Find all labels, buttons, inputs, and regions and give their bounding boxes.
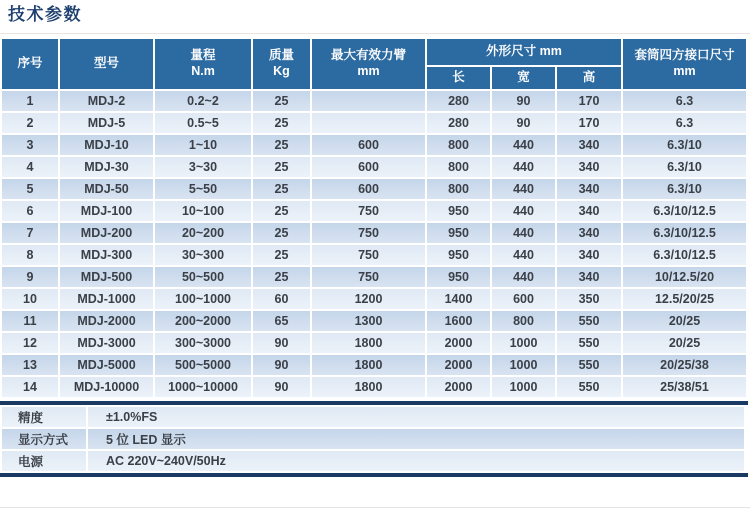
cell-mass: 25 bbox=[253, 267, 310, 287]
cell-serial: 3 bbox=[2, 135, 58, 155]
cell-range: 5~50 bbox=[155, 179, 251, 199]
cell-length: 800 bbox=[427, 157, 490, 177]
cell-mass: 25 bbox=[253, 157, 310, 177]
cell-range: 10~100 bbox=[155, 201, 251, 221]
cell-width: 1000 bbox=[492, 377, 555, 397]
cell-length: 280 bbox=[427, 91, 490, 111]
cell-arm: 1200 bbox=[312, 289, 425, 309]
table-row bbox=[2, 223, 746, 243]
header-socket bbox=[623, 39, 746, 89]
spec-value: AC 220V~240V/50Hz bbox=[88, 451, 744, 471]
cell-socket: 6.3/10/12.5 bbox=[623, 223, 746, 243]
header-range-line2: N.m bbox=[191, 64, 215, 78]
header-length: 长 bbox=[427, 67, 490, 89]
table-row bbox=[2, 377, 746, 397]
table-body bbox=[2, 91, 746, 397]
cell-length: 2000 bbox=[427, 333, 490, 353]
table-row bbox=[2, 201, 746, 221]
cell-width: 800 bbox=[492, 311, 555, 331]
cell-range: 1000~10000 bbox=[155, 377, 251, 397]
table-row bbox=[2, 179, 746, 199]
cell-height: 550 bbox=[557, 355, 621, 375]
table-row bbox=[2, 267, 746, 287]
specs-body bbox=[2, 407, 744, 471]
cell-mass: 25 bbox=[253, 113, 310, 133]
cell-range: 1~10 bbox=[155, 135, 251, 155]
spec-label: 电源 bbox=[2, 451, 86, 471]
header-model: 型号 bbox=[60, 39, 153, 89]
specs-table bbox=[0, 405, 746, 473]
cell-range: 300~3000 bbox=[155, 333, 251, 353]
cell-socket: 6.3/10 bbox=[623, 135, 746, 155]
cell-socket: 6.3/10 bbox=[623, 157, 746, 177]
cell-height: 340 bbox=[557, 157, 621, 177]
spec-row bbox=[2, 407, 744, 427]
cell-socket: 10/12.5/20 bbox=[623, 267, 746, 287]
header-arm bbox=[312, 39, 425, 89]
cell-range: 0.2~2 bbox=[155, 91, 251, 111]
cell-height: 550 bbox=[557, 333, 621, 353]
cell-socket: 6.3/10/12.5 bbox=[623, 245, 746, 265]
cell-width: 440 bbox=[492, 223, 555, 243]
cell-length: 280 bbox=[427, 113, 490, 133]
cell-range: 3~30 bbox=[155, 157, 251, 177]
cell-range: 200~2000 bbox=[155, 311, 251, 331]
cell-model: MDJ-30 bbox=[60, 157, 153, 177]
header-width: 宽 bbox=[492, 67, 555, 89]
cell-model: MDJ-500 bbox=[60, 267, 153, 287]
cell-serial: 14 bbox=[2, 377, 58, 397]
cell-mass: 90 bbox=[253, 333, 310, 353]
cell-length: 800 bbox=[427, 135, 490, 155]
specs-section bbox=[0, 401, 748, 477]
cell-range: 30~300 bbox=[155, 245, 251, 265]
cell-length: 950 bbox=[427, 245, 490, 265]
cell-height: 340 bbox=[557, 179, 621, 199]
table-row bbox=[2, 333, 746, 353]
spec-label: 精度 bbox=[2, 407, 86, 427]
cell-mass: 90 bbox=[253, 355, 310, 375]
cell-arm bbox=[312, 91, 425, 111]
cell-serial: 12 bbox=[2, 333, 58, 353]
header-socket-line2: mm bbox=[673, 64, 696, 78]
cell-range: 20~200 bbox=[155, 223, 251, 243]
cell-width: 440 bbox=[492, 179, 555, 199]
cell-length: 2000 bbox=[427, 355, 490, 375]
cell-width: 90 bbox=[492, 91, 555, 111]
header-mass-line2: Kg bbox=[273, 64, 290, 78]
cell-height: 170 bbox=[557, 113, 621, 133]
header-mass bbox=[253, 39, 310, 89]
table-row bbox=[2, 289, 746, 309]
header-dimensions: 外形尺寸 mm bbox=[427, 39, 621, 65]
cell-height: 550 bbox=[557, 377, 621, 397]
cell-height: 170 bbox=[557, 91, 621, 111]
cell-model: MDJ-2000 bbox=[60, 311, 153, 331]
cell-width: 440 bbox=[492, 245, 555, 265]
cell-arm: 1800 bbox=[312, 377, 425, 397]
cell-height: 340 bbox=[557, 201, 621, 221]
table-header bbox=[2, 39, 746, 89]
cell-serial: 13 bbox=[2, 355, 58, 375]
cell-model: MDJ-2 bbox=[60, 91, 153, 111]
cell-model: MDJ-50 bbox=[60, 179, 153, 199]
cell-mass: 60 bbox=[253, 289, 310, 309]
spec-value: ±1.0%FS bbox=[88, 407, 744, 427]
cell-serial: 4 bbox=[2, 157, 58, 177]
cell-width: 1000 bbox=[492, 355, 555, 375]
table-row bbox=[2, 311, 746, 331]
cell-mass: 25 bbox=[253, 201, 310, 221]
cell-serial: 5 bbox=[2, 179, 58, 199]
cell-height: 550 bbox=[557, 311, 621, 331]
cell-socket: 6.3/10 bbox=[623, 179, 746, 199]
cell-mass: 25 bbox=[253, 91, 310, 111]
cell-arm: 750 bbox=[312, 267, 425, 287]
cell-serial: 1 bbox=[2, 91, 58, 111]
cell-width: 440 bbox=[492, 135, 555, 155]
table-row bbox=[2, 91, 746, 111]
cell-range: 0.5~5 bbox=[155, 113, 251, 133]
cell-length: 950 bbox=[427, 267, 490, 287]
table-row bbox=[2, 135, 746, 155]
cell-socket: 12.5/20/25 bbox=[623, 289, 746, 309]
spec-table bbox=[0, 37, 748, 399]
cell-width: 440 bbox=[492, 157, 555, 177]
cell-serial: 10 bbox=[2, 289, 58, 309]
cell-mass: 65 bbox=[253, 311, 310, 331]
cell-arm bbox=[312, 113, 425, 133]
cell-length: 2000 bbox=[427, 377, 490, 397]
cell-mass: 25 bbox=[253, 179, 310, 199]
cell-width: 1000 bbox=[492, 333, 555, 353]
spec-row bbox=[2, 429, 744, 449]
cell-arm: 1800 bbox=[312, 333, 425, 353]
cell-mass: 25 bbox=[253, 135, 310, 155]
cell-model: MDJ-200 bbox=[60, 223, 153, 243]
cell-model: MDJ-10000 bbox=[60, 377, 153, 397]
cell-arm: 1800 bbox=[312, 355, 425, 375]
cell-width: 440 bbox=[492, 201, 555, 221]
cell-arm: 600 bbox=[312, 157, 425, 177]
cell-socket: 20/25/38 bbox=[623, 355, 746, 375]
cell-model: MDJ-1000 bbox=[60, 289, 153, 309]
cell-range: 500~5000 bbox=[155, 355, 251, 375]
cell-socket: 6.3 bbox=[623, 113, 746, 133]
cell-height: 340 bbox=[557, 135, 621, 155]
cell-arm: 750 bbox=[312, 223, 425, 243]
cell-length: 950 bbox=[427, 223, 490, 243]
cell-width: 600 bbox=[492, 289, 555, 309]
cell-mass: 25 bbox=[253, 223, 310, 243]
header-height: 高 bbox=[557, 67, 621, 89]
cell-height: 340 bbox=[557, 267, 621, 287]
header-serial: 序号 bbox=[2, 39, 58, 89]
cell-length: 950 bbox=[427, 201, 490, 221]
cell-arm: 750 bbox=[312, 245, 425, 265]
cell-socket: 25/38/51 bbox=[623, 377, 746, 397]
spec-row bbox=[2, 451, 744, 471]
header-mass-line1: 质量 bbox=[268, 48, 294, 63]
header-socket-line1: 套筒四方接口尺寸 bbox=[634, 48, 735, 63]
table-row bbox=[2, 355, 746, 375]
cell-model: MDJ-5 bbox=[60, 113, 153, 133]
cell-arm: 1300 bbox=[312, 311, 425, 331]
page-title: 技术参数 bbox=[8, 5, 82, 24]
cell-height: 350 bbox=[557, 289, 621, 309]
header-arm-line1: 最大有效力臂 bbox=[330, 48, 406, 63]
cell-model: MDJ-300 bbox=[60, 245, 153, 265]
cell-length: 1600 bbox=[427, 311, 490, 331]
cell-model: MDJ-5000 bbox=[60, 355, 153, 375]
cell-model: MDJ-100 bbox=[60, 201, 153, 221]
cell-socket: 6.3 bbox=[623, 91, 746, 111]
table-row bbox=[2, 245, 746, 265]
cell-socket: 20/25 bbox=[623, 333, 746, 353]
cell-model: MDJ-10 bbox=[60, 135, 153, 155]
cell-length: 1400 bbox=[427, 289, 490, 309]
cell-mass: 25 bbox=[253, 245, 310, 265]
cell-range: 50~500 bbox=[155, 267, 251, 287]
cell-serial: 6 bbox=[2, 201, 58, 221]
table-row bbox=[2, 157, 746, 177]
cell-serial: 2 bbox=[2, 113, 58, 133]
title-divider bbox=[0, 33, 750, 34]
cell-socket: 6.3/10/12.5 bbox=[623, 201, 746, 221]
cell-length: 800 bbox=[427, 179, 490, 199]
header-range bbox=[155, 39, 251, 89]
header-arm-line2: mm bbox=[357, 64, 380, 78]
cell-height: 340 bbox=[557, 223, 621, 243]
cell-serial: 9 bbox=[2, 267, 58, 287]
cell-width: 90 bbox=[492, 113, 555, 133]
cell-range: 100~1000 bbox=[155, 289, 251, 309]
cell-width: 440 bbox=[492, 267, 555, 287]
header-range-line1: 量程 bbox=[190, 48, 216, 63]
cell-serial: 8 bbox=[2, 245, 58, 265]
cell-arm: 600 bbox=[312, 179, 425, 199]
cell-serial: 7 bbox=[2, 223, 58, 243]
cell-serial: 11 bbox=[2, 311, 58, 331]
spec-value: 5 位 LED 显示 bbox=[88, 429, 744, 449]
cell-socket: 20/25 bbox=[623, 311, 746, 331]
cell-height: 340 bbox=[557, 245, 621, 265]
cell-model: MDJ-3000 bbox=[60, 333, 153, 353]
cell-mass: 90 bbox=[253, 377, 310, 397]
cell-arm: 750 bbox=[312, 201, 425, 221]
table-row bbox=[2, 113, 746, 133]
spec-label: 显示方式 bbox=[2, 429, 86, 449]
cell-arm: 600 bbox=[312, 135, 425, 155]
